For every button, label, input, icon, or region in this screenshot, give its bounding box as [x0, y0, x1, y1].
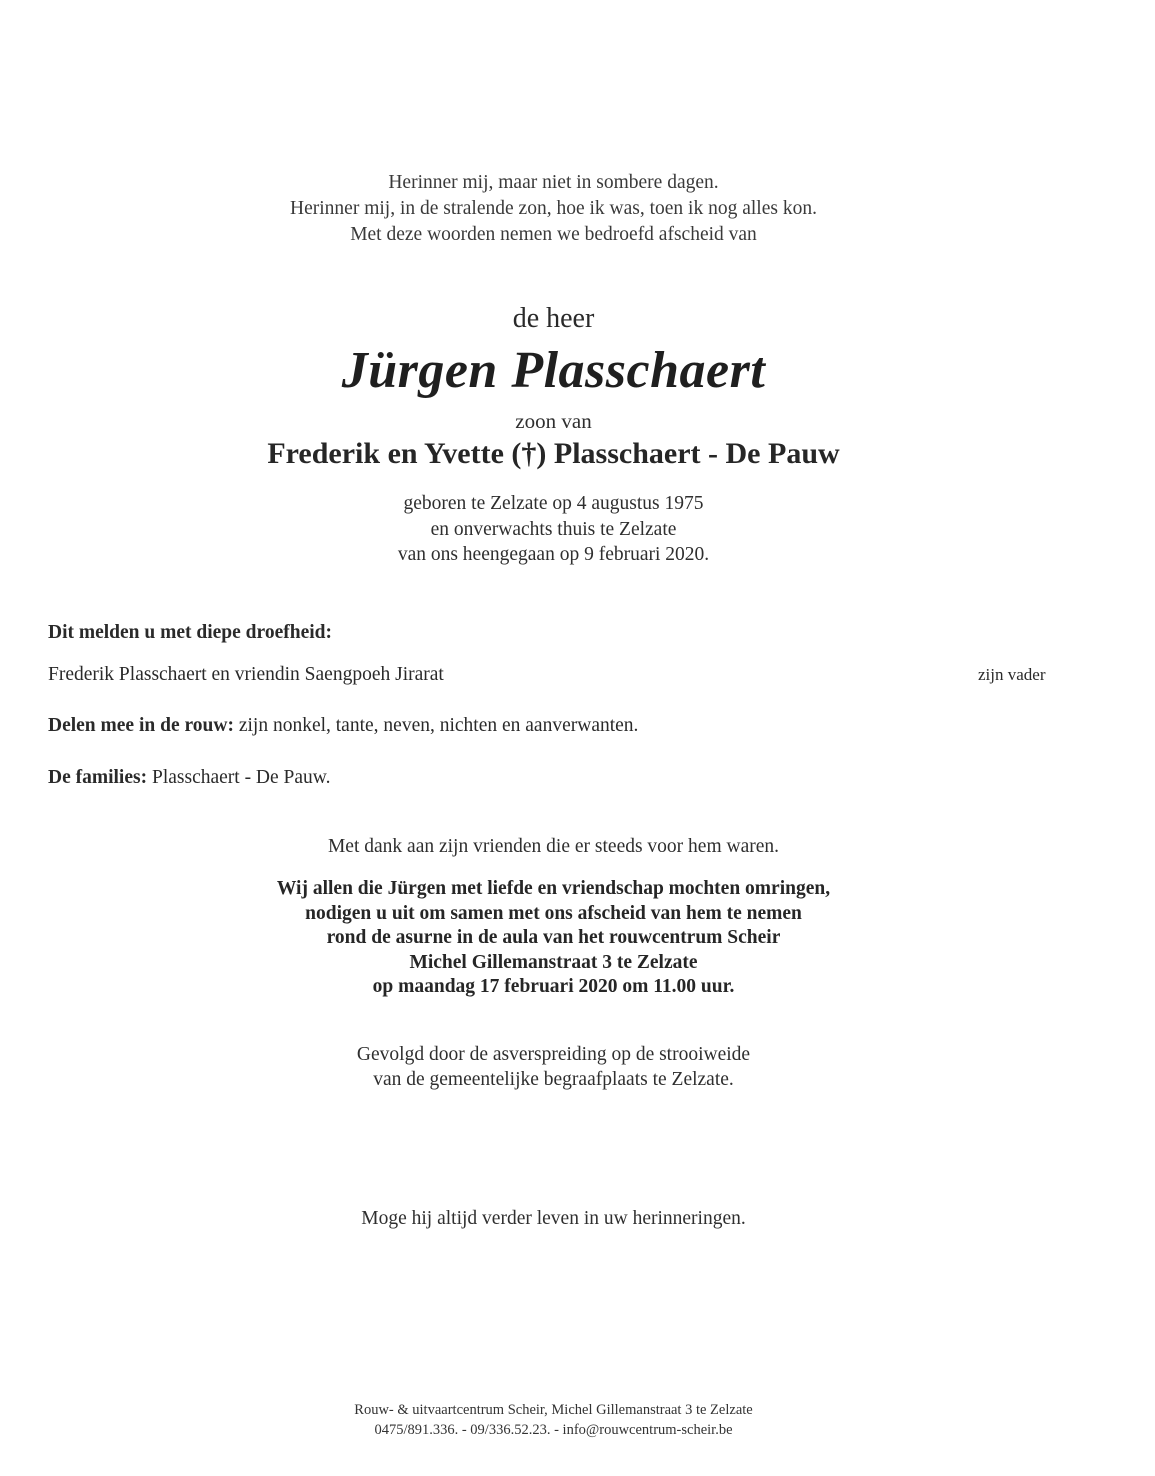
invitation-line-3: rond de asurne in de aula van het rouwcentrum Scheir — [326, 927, 781, 948]
parents-names: Frederik en Yvette (†) Plasschaert - De Pauw — [267, 437, 840, 470]
birth-line-3: van ons heengegaan op 9 februari 2020. — [397, 544, 710, 565]
poem-line-3: Met deze woorden nemen we bedroefd afscheid van — [350, 224, 757, 245]
footer-contact: 0475/891.336. - 09/336.52.23. - info@rouwcentrum-scheir.be — [374, 1422, 733, 1438]
share-text: zijn nonkel, tante, neven, nichten en aanverwanten. — [238, 715, 639, 736]
share-in-mourning — [48, 714, 1068, 738]
thanks-line: Met dank aan zijn vrienden die er steeds voor hem waren. — [327, 836, 780, 857]
scattering-line-2: van de gemeentelijke begraafplaats te Zelzate. — [373, 1069, 734, 1090]
funeral-home-footer — [0, 1400, 1107, 1440]
share-label: Delen mee in de rouw: — [48, 715, 234, 736]
birth-death-details — [0, 491, 1107, 568]
invitation-line-2: nodigen u uit om samen met ons afscheid van hem te nemen — [305, 902, 802, 924]
invitation-line-1: Wij allen die Jürgen met liefde en vriendschap mochten omringen, — [276, 878, 831, 899]
announcement-heading: Dit melden u met diepe droefheid: — [48, 622, 332, 643]
families — [48, 766, 1068, 790]
son-of-label: zoon van — [515, 409, 592, 433]
ash-scattering-note — [0, 1042, 1107, 1092]
mourner-relation: zijn vader — [978, 665, 1046, 684]
deceased-name: Jürgen Plasschaert — [341, 342, 766, 399]
funeral-invitation — [0, 877, 1107, 1000]
invitation-line-4: Michel Gillemanstraat 3 te Zelzate — [409, 951, 698, 973]
birth-line-2: en onverwachts thuis te Zelzate — [430, 518, 677, 540]
families-label: De families: — [48, 767, 148, 788]
footer-address: Rouw- & uitvaartcentrum Scheir, Michel Gillemanstraat 3 te Zelzate — [354, 1402, 753, 1418]
poem-line-2: Herinner mij, in de stralende zon, hoe ik was, toen ik nog alles kon. — [290, 198, 817, 219]
opening-poem — [0, 170, 1107, 248]
families-text: Plasschaert - De Pauw. — [151, 767, 331, 788]
scattering-line-1: Gevolgd door de asverspreiding op de strooiweide — [356, 1044, 751, 1065]
closing-line: Moge hij altijd verder leven in uw herinneringen. — [361, 1208, 746, 1229]
invitation-line-5: op maandag 17 februari 2020 om 11.00 uur. — [372, 976, 735, 997]
poem-line-1: Herinner mij, maar niet in sombere dagen. — [388, 172, 719, 193]
honorific: de heer — [512, 303, 595, 334]
mourner-name: Frederik Plasschaert en vriendin Saengpoeh Jirarat — [48, 664, 444, 685]
birth-line-1: geboren te Zelzate op 4 augustus 1975 — [403, 493, 704, 514]
